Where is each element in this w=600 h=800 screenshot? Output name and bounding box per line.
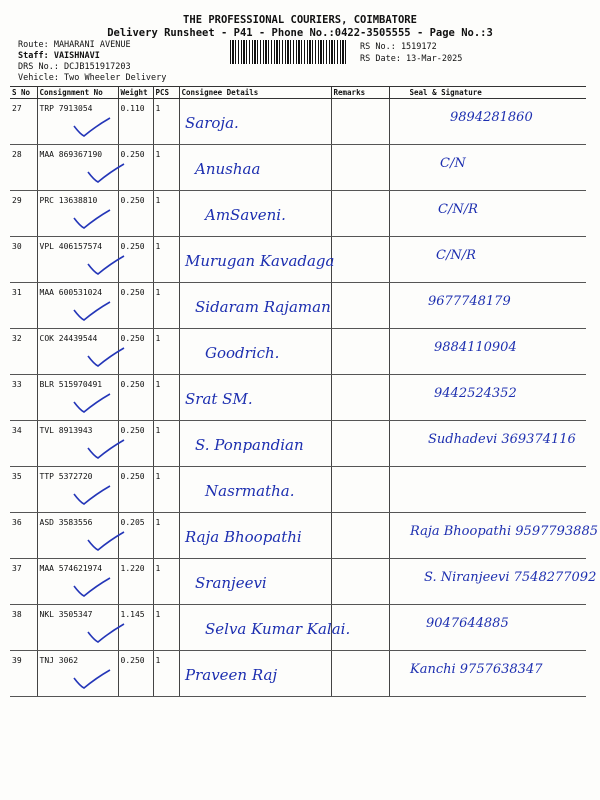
consignee-name: AmSaveni. xyxy=(205,206,286,224)
row-consignment-no: BLR 515970491 xyxy=(37,375,118,421)
checkmark-icon xyxy=(84,622,128,646)
seal-signature: Kanchi 9757638347 xyxy=(410,662,543,677)
row-pcs: 1 xyxy=(153,375,179,421)
checkmark-icon xyxy=(70,576,114,600)
row-pcs: 1 xyxy=(153,421,179,467)
row-consignment-no: TRP 7913054 xyxy=(37,99,118,145)
staff: Staff: VAISHNAVI xyxy=(18,51,100,61)
row-sno: 34 xyxy=(10,421,37,467)
checkmark-icon xyxy=(70,484,114,508)
consignee-name: Goodrich. xyxy=(205,344,280,362)
row-sno: 31 xyxy=(10,283,37,329)
row-weight: 0.110 xyxy=(118,99,153,145)
seal-signature: 9047644885 xyxy=(426,616,509,631)
row-seal-cell xyxy=(389,237,586,283)
table-header xyxy=(10,87,586,99)
runsheet-subtitle: Delivery Runsheet - P41 - Phone No.:0422-3505555 - Page No.:3 xyxy=(107,27,493,39)
row-seal-cell xyxy=(389,467,586,513)
row-consignment-no: MAA 869367190 xyxy=(37,145,118,191)
row-pcs: 1 xyxy=(153,467,179,513)
checkmark-icon xyxy=(70,116,114,140)
seal-signature: C/N/R xyxy=(436,248,476,263)
row-consignment-no: PRC 13638810 xyxy=(37,191,118,237)
row-remarks xyxy=(331,237,389,283)
row-consignment-no: MAA 600531024 xyxy=(37,283,118,329)
consignee-name: Praveen Raj xyxy=(185,666,278,684)
consignee-name: S. Ponpandian xyxy=(195,436,304,454)
row-remarks xyxy=(331,559,389,605)
col-sno: S No xyxy=(10,87,37,99)
row-weight: 0.250 xyxy=(118,329,153,375)
consignee-name: Raja Bhoopathi xyxy=(185,528,302,546)
row-remarks xyxy=(331,421,389,467)
row-consignment-no: TNJ 3062 xyxy=(37,651,118,697)
consignee-name: Anushaa xyxy=(195,160,261,178)
row-pcs: 1 xyxy=(153,191,179,237)
checkmark-icon xyxy=(84,162,128,186)
col-seal: Seal & Signature xyxy=(389,87,586,99)
row-weight: 1.220 xyxy=(118,559,153,605)
row-pcs: 1 xyxy=(153,237,179,283)
col-pcs: PCS xyxy=(153,87,179,99)
row-consignment-no: VPL 406157574 xyxy=(37,237,118,283)
seal-signature: C/N/R xyxy=(438,202,478,217)
row-weight: 0.205 xyxy=(118,513,153,559)
row-remarks xyxy=(331,651,389,697)
checkmark-icon xyxy=(70,392,114,416)
row-consignment-no: MAA 574621974 xyxy=(37,559,118,605)
checkmark-icon xyxy=(84,438,128,462)
barcode xyxy=(230,40,348,64)
row-weight: 0.250 xyxy=(118,283,153,329)
row-consignment-no: TTP 5372720 xyxy=(37,467,118,513)
row-pcs: 1 xyxy=(153,283,179,329)
seal-signature: 9884110904 xyxy=(434,340,517,355)
vehicle: Vehicle: Two Wheeler Delivery xyxy=(18,73,167,83)
row-weight: 0.250 xyxy=(118,467,153,513)
row-pcs: 1 xyxy=(153,145,179,191)
row-seal-cell xyxy=(389,145,586,191)
row-weight: 1.145 xyxy=(118,605,153,651)
checkmark-icon xyxy=(70,668,114,692)
row-weight: 0.250 xyxy=(118,237,153,283)
row-sno: 30 xyxy=(10,237,37,283)
row-weight: 0.250 xyxy=(118,191,153,237)
checkmark-icon xyxy=(70,208,114,232)
consignee-name: Sidaram Rajaman xyxy=(195,298,331,316)
company-title: THE PROFESSIONAL COURIERS, COIMBATORE xyxy=(183,14,417,26)
row-sno: 32 xyxy=(10,329,37,375)
checkmark-icon xyxy=(70,300,114,324)
row-sno: 39 xyxy=(10,651,37,697)
row-remarks xyxy=(331,99,389,145)
row-sno: 28 xyxy=(10,145,37,191)
checkmark-icon xyxy=(84,530,128,554)
seal-signature: Sudhadevi 369374116 xyxy=(428,432,576,447)
row-weight: 0.250 xyxy=(118,375,153,421)
row-consignment-no: NKL 3505347 xyxy=(37,605,118,651)
col-remarks: Remarks xyxy=(331,87,389,99)
consignee-name: Saroja. xyxy=(185,114,239,132)
col-weight: Weight xyxy=(118,87,153,99)
row-sno: 27 xyxy=(10,99,37,145)
row-consignment-no: ASD 3583556 xyxy=(37,513,118,559)
seal-signature: S. Niranjeevi 7548277092 xyxy=(424,570,597,585)
row-sno: 35 xyxy=(10,467,37,513)
consignee-name: Selva Kumar Kalai. xyxy=(205,620,351,638)
row-remarks xyxy=(331,467,389,513)
row-pcs: 1 xyxy=(153,99,179,145)
row-sno: 33 xyxy=(10,375,37,421)
consignee-name: Srat SM. xyxy=(185,390,253,408)
row-remarks xyxy=(331,329,389,375)
checkmark-icon xyxy=(84,346,128,370)
col-consignment: Consignment No xyxy=(37,87,118,99)
row-sno: 38 xyxy=(10,605,37,651)
row-pcs: 1 xyxy=(153,651,179,697)
row-remarks xyxy=(331,191,389,237)
row-sno: 37 xyxy=(10,559,37,605)
row-weight: 0.250 xyxy=(118,651,153,697)
row-weight: 0.250 xyxy=(118,145,153,191)
rs-number: RS No.: 1519172 xyxy=(360,42,437,52)
seal-signature: 9894281860 xyxy=(450,110,533,125)
consignee-name: Murugan Kavadaga xyxy=(185,252,335,270)
row-pcs: 1 xyxy=(153,605,179,651)
seal-signature: 9677748179 xyxy=(428,294,511,309)
row-remarks xyxy=(331,513,389,559)
row-sno: 36 xyxy=(10,513,37,559)
seal-signature: C/N xyxy=(440,156,466,171)
row-remarks xyxy=(331,283,389,329)
row-sno: 29 xyxy=(10,191,37,237)
row-pcs: 1 xyxy=(153,329,179,375)
row-pcs: 1 xyxy=(153,559,179,605)
col-consignee: Consignee Details xyxy=(179,87,331,99)
seal-signature: 9442524352 xyxy=(434,386,517,401)
row-remarks xyxy=(331,145,389,191)
checkmark-icon xyxy=(84,254,128,278)
row-pcs: 1 xyxy=(153,513,179,559)
row-remarks xyxy=(331,375,389,421)
rs-date: RS Date: 13-Mar-2025 xyxy=(360,54,463,64)
row-consignment-no: TVL 8913943 xyxy=(37,421,118,467)
seal-signature: Raja Bhoopathi 9597793885 xyxy=(410,524,598,539)
row-weight: 0.250 xyxy=(118,421,153,467)
row-seal-cell xyxy=(389,191,586,237)
drs-number: DRS No.: DCJB151917203 xyxy=(18,62,131,72)
consignee-name: Nasrmatha. xyxy=(205,482,295,500)
consignee-name: Sranjeevi xyxy=(195,574,267,592)
route: Route: MAHARANI AVENUE xyxy=(18,40,131,50)
row-consignment-no: COK 24439544 xyxy=(37,329,118,375)
